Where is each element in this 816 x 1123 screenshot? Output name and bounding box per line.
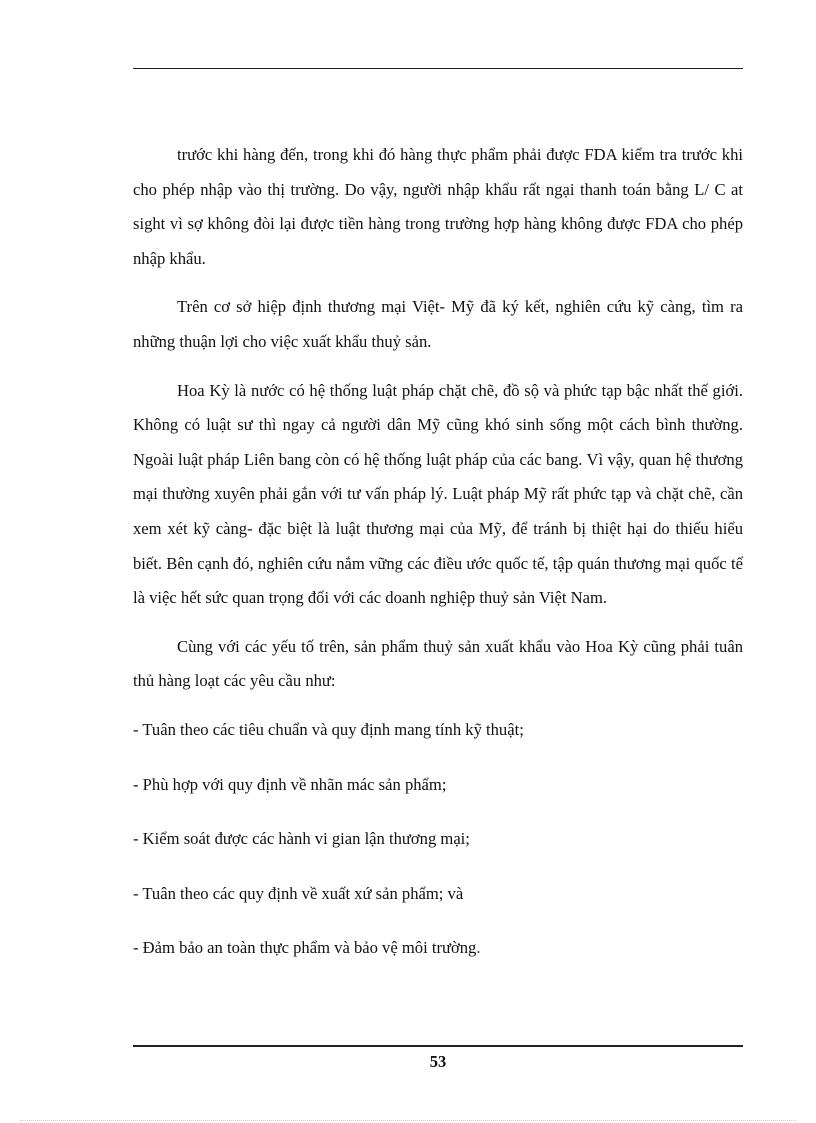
paragraph-lc-payment: trước khi hàng đến, trong khi đó hàng thực phẩm phải được FDA kiểm tra trước khi cho phép nhập vào thị trường. Do vậy, người nhập khẩu rất ngại thanh toán bằng L/ C at sight vì sợ không đòi lại được tiền hàng trong trường hợp hàng không được FDA cho phép nhập khẩu. <box>133 145 743 268</box>
requirements-list <box>133 713 743 966</box>
paragraph-trade-agreement: Trên cơ sở hiệp định thương mại Việt- Mỹ đã ký kết, nghiên cứu kỹ càng, tìm ra những thuận lợi cho việc xuất khẩu thuỷ sản. <box>133 297 743 351</box>
paragraph-export-requirements: Cùng với các yếu tố trên, sản phẩm thuỷ sản xuất khẩu vào Hoa Kỳ cũng phải tuân thủ hàng loạt các yêu cầu như: <box>133 636 743 691</box>
list-item: - Tuân theo các tiêu chuẩn và quy định mang tính kỹ thuật; <box>133 719 524 739</box>
list-item: - Tuân theo các quy định về xuất xứ sản phẩm; và <box>133 883 464 903</box>
document-body <box>133 138 743 986</box>
list-item: - Đảm bảo an toàn thực phẩm và bảo vệ môi trường. <box>133 938 481 958</box>
page-number: 53 <box>429 1052 447 1071</box>
paragraph-us-legal-system: Hoa Kỳ là nước có hệ thống luật pháp chặt chẽ, đồ sộ và phức tạp bậc nhất thế giới. Không có luật sư thì ngay cả người dân Mỹ cũng khó sinh sống một cách bình thường. Ngoài luật pháp Liên bang còn có hệ thống luật pháp của các bang. Vì vậy, quan hệ thương mại thường xuyên phải gắn với tư vấn pháp lý. Luật pháp Mỹ rất phức tạp và chặt chẽ, cần xem xét kỹ càng- đặc biệt là luật thương mại của Mỹ, để tránh bị thiệt hại do thiếu hiểu biết. Bên cạnh đó, nghiên cứu nắm vững các điều ước quốc tế, tập quán thương mại quốc tế là việc hết sức quan trọng đối với các doanh nghiệp thuỷ sản Việt Nam. <box>133 380 743 608</box>
list-item-period: . <box>476 938 481 958</box>
list-item: - Kiểm soát được các hành vi gian lận thương mại; <box>133 829 470 849</box>
header-rule <box>133 68 743 69</box>
footer-rule <box>133 1045 743 1047</box>
page-edge-divider <box>20 1120 796 1121</box>
list-item: - Phù hợp với quy định về nhãn mác sản phẩm; <box>133 774 447 794</box>
